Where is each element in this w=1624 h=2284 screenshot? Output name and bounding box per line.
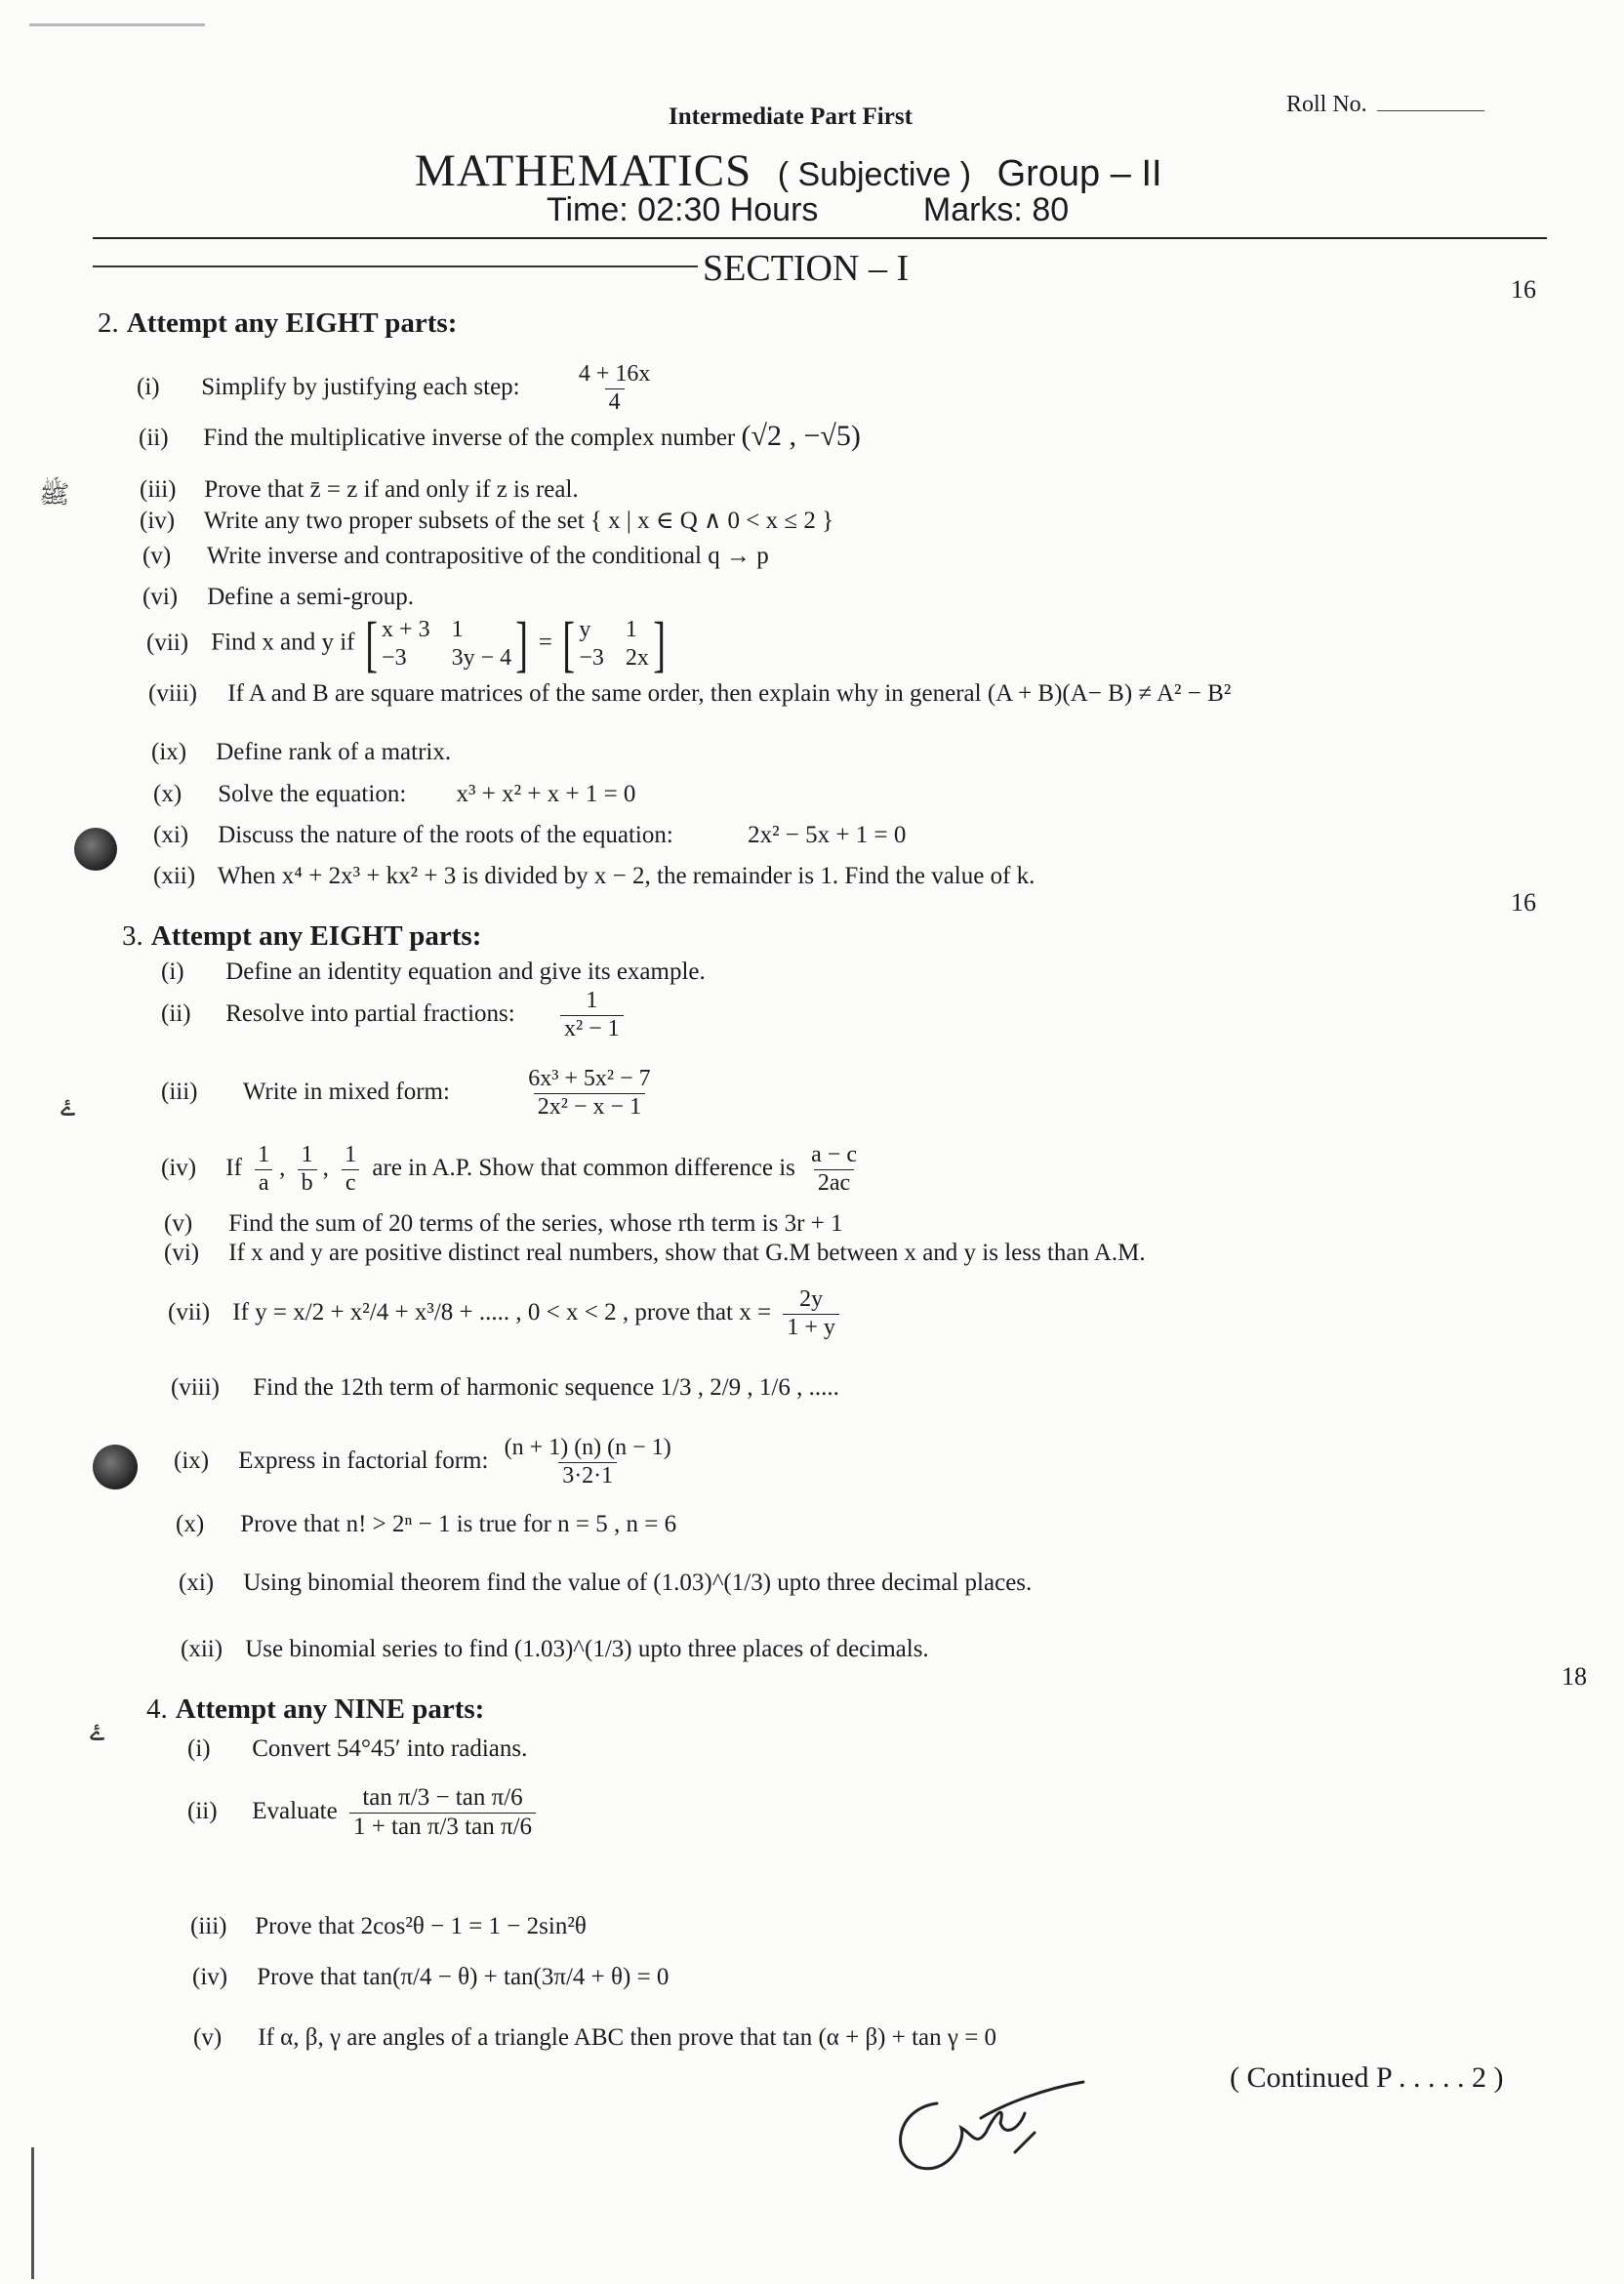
q4-title: Attempt any NINE parts: [175,1693,485,1725]
item-text: Simplify by justifying each step: [201,373,520,400]
q2-item-9 [151,739,451,766]
q3-item-4: (iv) If $\frac{1}{a}$ , $\frac{1}{b}$ , $\frac{1}{c}$ are in A.P. Show that common difference is $\frac{a - c}{2ac}$ [161,1142,867,1197]
item-number: (xi) [153,822,189,848]
item-number: (xii) [153,863,196,889]
q4-item-2 [187,1784,542,1842]
fraction-numerator: 6x³ + 5x² − 7 [528,1066,651,1091]
q3-item-3 [161,1066,661,1121]
fraction-denominator: 1 + y [783,1314,839,1342]
matrix-cell: 3y − 4 [451,645,512,671]
paper-group: Group – II [996,153,1162,194]
exam-level: Intermediate Part First [669,103,913,130]
item-number: (v) [142,543,172,569]
q2-item-2 [139,420,861,453]
q3-item-1 [161,958,706,986]
paper-title [415,144,1162,197]
fraction-denominator: a [255,1169,273,1198]
item-text: Find x and y if [211,629,355,656]
item-number: (x) [176,1511,205,1537]
q2-item-10 [153,781,635,808]
fraction-numerator: tan π/3 − tan π/6 [362,1784,523,1811]
q2-item-4 [140,506,833,535]
total-marks: Marks: 80 [922,191,1070,228]
signature-icon [878,2074,1113,2182]
item-text: Prove that n! > 2ⁿ − 1 is true for n = 5 , n = 6 [240,1511,677,1537]
item-math: x = [739,1298,772,1326]
fraction-numerator: 1 [586,988,598,1013]
fraction-denominator: 1 + tan π/3 tan π/6 [349,1813,536,1842]
item-number: (iii) [190,1913,227,1939]
fraction [524,1066,654,1121]
item-number: (iii) [161,1078,198,1105]
item-number: (xi) [179,1570,215,1596]
fraction-numerator: 1 [301,1142,313,1167]
fraction-denominator: 4 [605,388,625,417]
continued-note: ( Continued P . . . . . 2 ) [1230,2061,1504,2094]
paper-type: ( Subjective ) [777,156,972,193]
item-number: (i) [137,373,160,400]
item-text: Convert 54°45′ into radians. [252,1735,528,1762]
item-number: (ix) [174,1447,210,1474]
item-number: (ii) [187,1797,218,1824]
fraction [807,1142,861,1197]
item-prefix: If [232,1298,249,1326]
punch-hole-bottom [93,1445,138,1489]
item-text: If α, β, γ are angles of a triangle ABC then prove that tan (α + β) + tan γ = 0 [258,2024,997,2051]
fraction-numerator: 4 + 16x [578,361,651,387]
q2-number: 2. [98,307,119,339]
fraction [341,1142,360,1197]
item-number: (x) [153,781,183,807]
item-text: Write any two proper subsets of the set { x | x ∈ Q ∧ 0 < x ≤ 2 } [203,508,834,534]
item-text: Prove that 2cos²θ − 1 = 1 − 2sin²θ [255,1913,587,1939]
margin-scribble: ۓ [90,1718,105,1746]
item-prefix: If [225,1154,242,1181]
roll-no-label: Roll No. [1286,92,1367,117]
q3-item-7 [168,1286,845,1341]
fraction [575,361,655,416]
fraction [254,1142,273,1197]
item-number: (ii) [161,999,191,1027]
q2-marks: 16 [1511,275,1536,304]
q3-number: 3. [122,920,143,952]
q3-item-6 [164,1240,1146,1267]
item-text: Write in mixed form: [242,1078,450,1105]
item-number: (i) [187,1735,211,1762]
item-text: Find the sum of 20 terms of the series, whose rth term is 3r + 1 [228,1210,843,1237]
matrix-right: [ y 1 −3 2x ] [562,609,666,678]
item-number: (viii) [171,1374,220,1401]
q2-item-5 [142,543,769,570]
item-math: (A + B)(A− B) ≠ A² − B² [987,680,1232,707]
item-number: (vi) [142,584,179,610]
item-math: y = x/2 + x²/4 + x³/8 + ..... , 0 < x < 2 , prove that [255,1298,733,1326]
item-text: Solve the equation: [218,781,407,807]
item-text: Prove that z̄ = z if and only if z is real. [204,476,579,503]
time-marks-row [547,191,1069,229]
q3-item-12 [181,1636,929,1663]
q3-item-10 [176,1511,676,1538]
item-text: Express in factorial form: [238,1447,489,1474]
q2-item-11 [153,822,906,849]
q2-title: Attempt any EIGHT parts: [126,307,458,339]
matrix-cell: x + 3 [382,617,430,643]
item-math: x³ + x² + x + 1 = 0 [456,781,636,807]
q4-item-5 [193,2024,996,2052]
q3-item-11 [179,1570,1032,1597]
q2-item-1 [137,361,660,416]
section-heading: SECTION – I [703,248,910,289]
fraction [560,988,624,1042]
item-number: (vii) [146,629,189,656]
fraction-denominator: 2ac [814,1169,854,1198]
matrix-left: [ x + 3 1 −3 3y − 4 ] [364,609,529,678]
matrix-cell: y [579,617,591,643]
matrix-cell: −3 [382,645,407,671]
item-number: (ix) [151,739,187,765]
fraction-numerator: 1 [258,1142,270,1167]
fraction-numerator: 1 [345,1142,357,1167]
item-text: Find the 12th term of harmonic sequence [253,1374,655,1401]
item-number: (iii) [140,476,177,503]
q3-heading [122,920,481,953]
roll-no-field [1286,92,1484,118]
q4-item-1 [187,1735,527,1763]
item-math: 1/3 , 2/9 , 1/6 , ..... [660,1374,839,1401]
item-text: Evaluate [252,1797,338,1824]
q4-number: 4. [146,1693,168,1725]
margin-scribble: ﷺ [39,480,70,509]
fraction-numerator: (n + 1) (n) (n − 1) [504,1435,671,1460]
item-number: (iv) [192,1964,228,1990]
q3-marks: 16 [1511,888,1536,917]
matrix-cell: 2x [625,645,649,671]
item-text: If A and B are square matrices of the same order, then explain why in general [227,680,982,707]
equals-sign: = [538,629,552,656]
fraction [783,1286,839,1341]
item-number: (vii) [168,1298,211,1326]
item-number: (xii) [181,1636,223,1662]
section-divider [93,265,698,267]
time-allowed: Time: 02:30 Hours [547,191,819,228]
item-number: (i) [161,958,184,985]
item-text: Using binomial theorem find the value of (1.03)^(1/3) upto three decimal places. [243,1570,1033,1596]
item-number: (vi) [164,1240,200,1266]
item-number: (iv) [161,1154,197,1181]
fraction [501,1435,675,1489]
item-text: If x and y are positive distinct real numbers, show that G.M between x and y is less than A.M. [228,1240,1146,1266]
q4-item-4 [192,1964,669,1991]
item-math: (√2 , −√5) [741,420,861,452]
item-text: Define an identity equation and give its example. [225,958,706,985]
item-text: Find the multiplicative inverse of the complex number [203,425,736,451]
fraction-denominator: x² − 1 [560,1015,624,1043]
subject-title: MATHEMATICS [415,145,752,196]
matrix-cell: −3 [579,645,604,671]
item-number: (v) [193,2024,223,2051]
item-text: Discuss the nature of the roots of the equation: [218,822,673,848]
q3-title: Attempt any EIGHT parts: [150,920,482,952]
roll-no-blank [1377,110,1484,111]
item-number: (viii) [148,680,197,707]
q2-item-6 [142,584,414,611]
punch-hole-top [74,828,117,871]
item-text: Prove that tan(π/4 − θ) + tan(3π/4 + θ) = 0 [257,1964,670,1990]
q2-heading [98,307,457,340]
q2-item-7 [146,609,670,678]
item-text: are in A.P. Show that common difference is [372,1154,795,1181]
item-text: Use binomial series to find (1.03)^(1/3) upto three places of decimals. [245,1636,929,1662]
q4-marks: 18 [1562,1662,1587,1691]
fraction-denominator: b [298,1169,317,1198]
matrix-cell: 1 [625,617,637,643]
item-number: (ii) [139,425,169,451]
header-divider [93,237,1547,239]
q3-item-9 [174,1435,681,1489]
q3-item-2 [161,988,629,1042]
q2-item-8 [148,680,1231,708]
item-math: 2x² − 5x + 1 = 0 [748,822,907,848]
fraction-denominator: 3·2·1 [558,1462,617,1490]
item-text: Write inverse and contrapositive of the conditional q → p [206,543,769,569]
fraction-denominator: c [342,1169,360,1198]
item-text: Define rank of a matrix. [216,739,452,765]
margin-scribble: ۓ [61,1093,76,1122]
item-text: When x⁴ + 2x³ + kx² + 3 is divided by x − 2, the remainder is 1. Find the value of k. [217,863,1035,889]
fraction-numerator: 2y [799,1286,824,1312]
item-text: Resolve into partial fractions: [225,999,515,1027]
q3-item-5 [164,1210,843,1238]
matrix-cell: 1 [451,617,464,643]
fraction [298,1142,317,1197]
scan-edge-line [29,23,205,26]
fraction-numerator: a − c [811,1142,857,1167]
q4-item-3 [190,1913,587,1940]
scan-left-edge [31,2147,34,2279]
item-number: (iv) [140,508,176,534]
item-number: (v) [164,1210,193,1237]
fraction-denominator: 2x² − x − 1 [534,1093,645,1122]
q3-item-8 [171,1374,839,1402]
item-text: Define a semi-group. [207,584,414,610]
q2-item-12 [153,863,1035,890]
q4-heading [146,1693,484,1726]
fraction [349,1784,536,1842]
q2-item-3 [140,476,579,504]
